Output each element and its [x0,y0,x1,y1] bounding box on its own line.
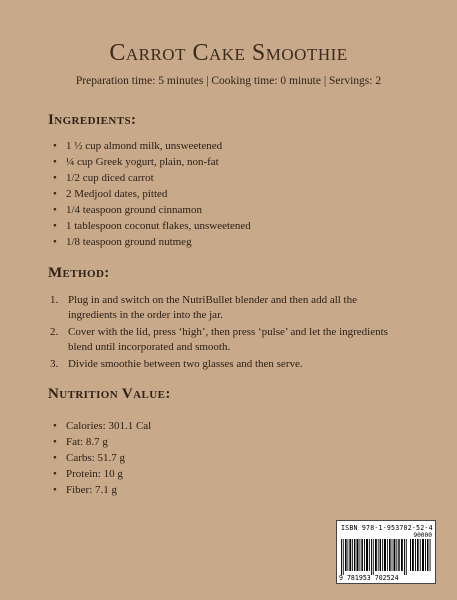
method-heading: Method: [48,265,110,281]
step-text: Plug in and switch on the NutriBullet blender and then add all the ingredients in the order into the jar. [68,294,357,321]
list-item: • 1 tablespoon coconut flakes, unsweetened [48,218,251,234]
ingredients-list [48,138,251,250]
recipe-meta: Preparation time: 5 minutes | Cooking time: 0 minute | Servings: 2 [75,75,382,87]
nutrition-heading: Nutrition Value: [48,386,171,402]
barcode-bars-icon [341,539,407,575]
list-item: • 1/2 cup diced carrot [48,170,251,186]
step-text: Divide smoothie between two glasses and then serve. [68,358,303,370]
recipe-title: Carrot Cake Smoothie [109,40,348,66]
nutrition-list [48,418,151,498]
step-number: 2. [50,326,59,338]
list-item: • Fat: 8.7 g [48,434,151,450]
ingredients-heading: Ingredients: [48,112,137,128]
isbn-label: ISBN 978-1-953702-52-4 [341,524,433,532]
list-item: • 1/8 teaspoon ground nutmeg [48,234,251,250]
method-step [48,357,388,372]
list-item: • Fiber: 7.1 g [48,482,151,498]
barcode-addon-bars-icon [410,539,432,571]
method-step [48,325,388,355]
isbn-barcode [336,520,436,584]
list-item: • Calories: 301.1 Cal [48,418,151,434]
list-item: • 1/4 teaspoon ground cinnamon [48,202,251,218]
step-text: Cover with the lid, press ‘high’, then press ‘pulse’ and let the ingredients blend until incorporated and smooth. [68,326,388,353]
barcode-addon-number: 90000 [413,532,432,539]
ean-number: 9 781953 702524 [339,574,399,582]
list-item: • Protein: 10 g [48,466,151,482]
list-item: • ¼ cup Greek yogurt, plain, non-fat [48,154,251,170]
list-item: • 1 ½ cup almond milk, unsweetened [48,138,251,154]
step-number: 3. [50,358,59,370]
list-item: • 2 Medjool dates, pitted [48,186,251,202]
method-step [48,293,388,323]
list-item: • Carbs: 51.7 g [48,450,151,466]
method-list [48,293,388,374]
step-number: 1. [50,294,59,306]
